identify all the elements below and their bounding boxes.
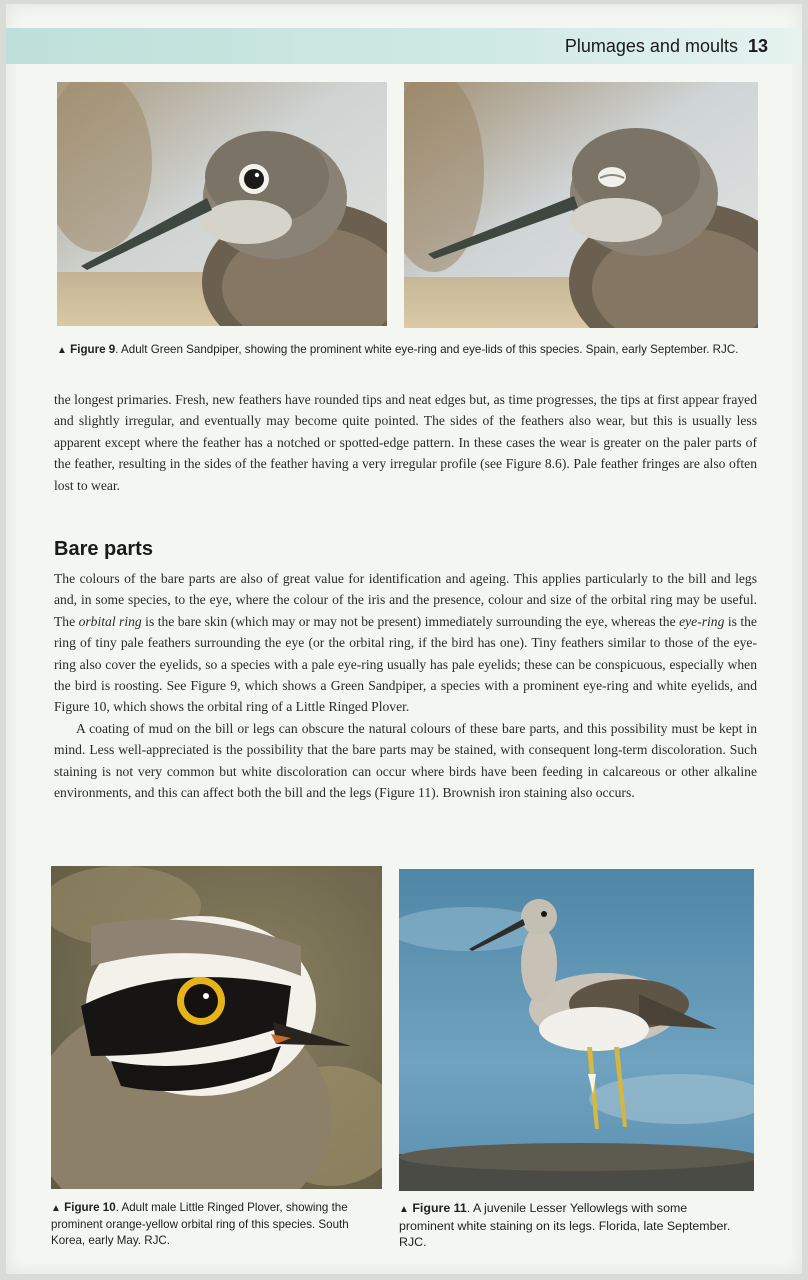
section-heading: Bare parts: [54, 538, 153, 560]
paragraph-segment: is the ring of tiny pale feathers surrounding the eye (or the orbital ring, if the bird has one). Tiny feathers similar to those of the eye-ring also cover the eyelids, so a species with a pale eye-ring usually has pale eyelids; these can be conspicuous, especially when the bird is roosting. See Figure 9, which shows a Green Sandpiper, a species with a prominent eye-ring and white eyelids, and Figure 10, which shows the orbital ring of a Little Ringed Plover.: [54, 613, 757, 715]
term-eye-ring: eye-ring: [679, 613, 725, 629]
figure9-caption-text: . Adult Green Sandpiper, showing the prominent white eye-ring and eye-lids of this species. Spain, early September. RJC.: [115, 343, 739, 356]
paragraph-segment: is the bare skin (which may or may not be present) immediately surrounding the eye, whereas the: [141, 613, 680, 629]
caption-marker: ▲: [399, 1204, 409, 1215]
book-page: [6, 4, 802, 1274]
figure9-photo-left: [57, 82, 387, 326]
running-head: [565, 36, 768, 57]
bare-parts-paragraph-1: [54, 568, 757, 718]
continued-paragraph: [54, 389, 757, 496]
figure10-caption: [51, 1200, 385, 1249]
caption-marker: ▲: [57, 345, 67, 356]
figure11-label: Figure 11: [412, 1201, 467, 1215]
figure11-caption: [399, 1200, 739, 1250]
running-head-title: Plumages and moults: [564, 36, 738, 56]
bare-parts-paragraph-2: A coating of mud on the bill or legs can obscure the natural colours of these bare parts, and this possibility must be kept in mind. Less well-appreciated is the possibility that the bare parts may be stained, with consequent long-term discoloration. Such staining is not very common but white discoloration can occur where birds have been feeding in calcareous or other alkaline environments, and this can affect both the bill and the legs (Figure 11). Brownish iron staining also occurs.: [54, 720, 757, 801]
term-orbital-ring: orbital ring: [78, 613, 142, 629]
figure10-caption-text: . Adult male Little Ringed Plover, showing the prominent orange-yellow orbital ring of this species. South Korea, early May. RJC.: [51, 1201, 349, 1247]
figure10-label: Figure 10: [64, 1201, 116, 1214]
figure9-label: Figure 9: [70, 343, 116, 356]
figure9-photo-right: [404, 82, 758, 328]
figure11-photo: [399, 869, 754, 1191]
paragraph-text: the longest primaries. Fresh, new feathers have rounded tips and neat edges but, as time progresses, the tips at first appear frayed and slightly irregular, and eventually may become quite pointed. The sides of the feathers also wear, but this is usually less apparent except where the feather has a notched or spotted-edge pattern. In these cases the wear is greater on the paler parts of the feather, resulting in the sides of the feather having a very irregular profile (see Figure 8.6). Pale feather fringes are also often lost to wear.: [54, 392, 757, 493]
paragraph-segment: The colours of the bare parts are also of great value for identification and ageing. This applies particularly to the bill and legs and, in some species, to the eye, where the colour of the iris and the presence, colour and size of the orbital ring may be useful. The: [54, 571, 757, 629]
figure9-caption: [57, 342, 761, 359]
figure10-photo: [51, 866, 382, 1189]
page-number: 13: [747, 36, 768, 56]
caption-marker: ▲: [51, 1203, 61, 1214]
bare-parts-text: [54, 568, 757, 803]
figure11-caption-text: . A juvenile Lesser Yellowlegs with some prominent white staining on its legs. Florida, late September. RJC.: [399, 1201, 731, 1249]
